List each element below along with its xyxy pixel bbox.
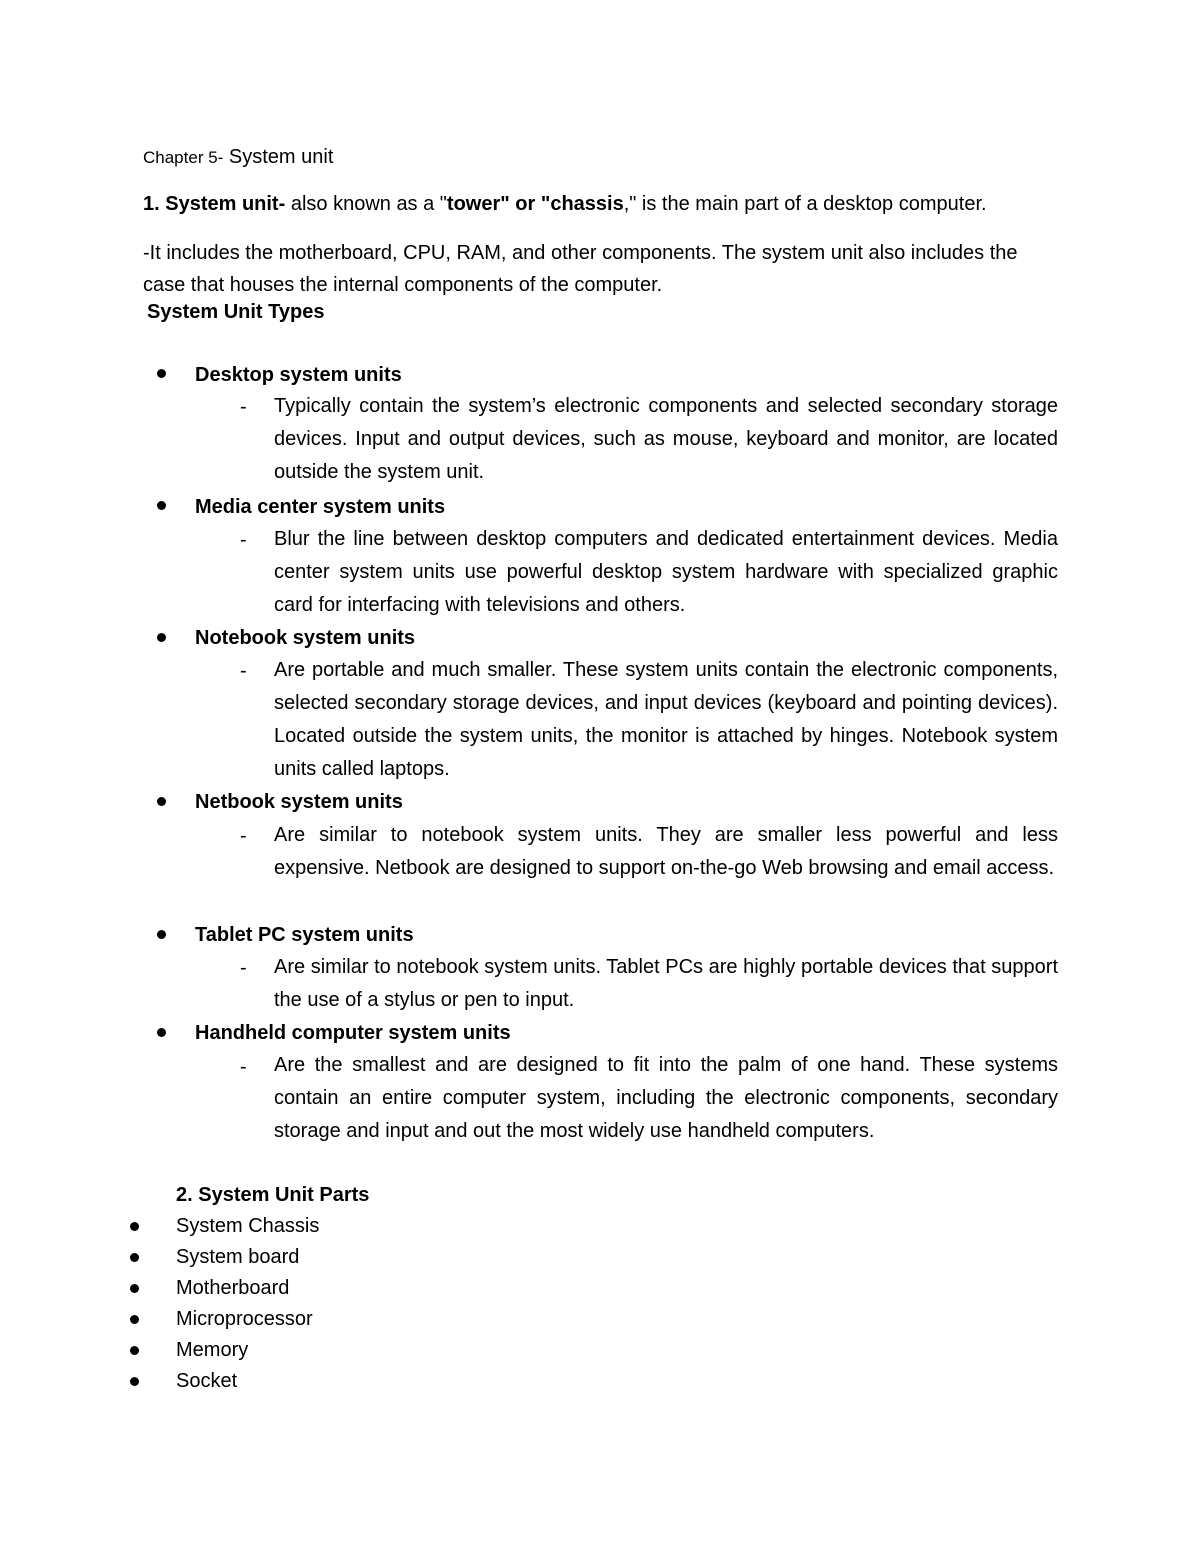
dash-marker: - xyxy=(240,957,247,979)
type-description-tablet-pc: Are similar to notebook system units. Tablet PCs are highly portable devices that support the use of a stylus or pen to input. xyxy=(274,956,1058,1011)
bullet-dot-icon xyxy=(157,1028,166,1037)
bullet-dot-icon xyxy=(130,1253,139,1262)
part-item: System board xyxy=(176,1246,300,1268)
definition-label: 1. System unit- xyxy=(143,193,286,215)
type-title-desktop: Desktop system units xyxy=(195,364,402,386)
bullet-dot-icon xyxy=(157,369,166,378)
type-description-media-center: Blur the line between desktop computers and dedicated entertainment devices. Media center system units use powerful desktop system hardware with specialized graphic card for interfacing with televisions and others. xyxy=(274,528,1058,616)
chapter-title: System unit xyxy=(228,146,334,168)
bullet-dot-icon xyxy=(130,1377,139,1386)
bullet-dot-icon xyxy=(157,797,166,806)
bullet-dot-icon xyxy=(157,501,166,510)
definition-tower-chassis: tower" or "chassis xyxy=(446,193,624,215)
bullet-dot-icon xyxy=(130,1346,139,1355)
dash-marker: - xyxy=(240,396,247,418)
type-description-netbook: Are similar to notebook system units. They are smaller less powerful and less expensive. Netbook are designed to support on-the-go Web browsing and email access. xyxy=(274,824,1058,879)
dash-marker: - xyxy=(240,660,247,682)
chapter-heading xyxy=(143,147,333,167)
part-item: System Chassis xyxy=(176,1215,320,1237)
intro-paragraph: -It includes the motherboard, CPU, RAM, and other components. The system unit also includes the case that houses the internal components of the computer. xyxy=(143,242,1018,296)
type-title-tablet-pc: Tablet PC system units xyxy=(195,924,414,946)
type-description-desktop: Typically contain the system’s electronic components and selected secondary storage devices. Input and output devices, such as mouse, keyboard and monitor, are located outside the system unit. xyxy=(274,395,1058,483)
dash-marker: - xyxy=(240,529,247,551)
part-item: Socket xyxy=(176,1370,238,1392)
type-title-notebook: Notebook system units xyxy=(195,627,416,649)
dash-marker: - xyxy=(240,1056,247,1078)
system-unit-definition xyxy=(143,194,987,214)
type-title-media-center: Media center system units xyxy=(195,496,446,518)
type-description-handheld: Are the smallest and are designed to fit into the palm of one hand. These systems contain an entire computer system, including the electronic components, secondary storage and input and out the most widely use handheld computers. xyxy=(274,1054,1058,1142)
type-title-netbook: Netbook system units xyxy=(195,791,403,813)
type-description-notebook: Are portable and much smaller. These system units contain the electronic components, selected secondary storage devices, and input devices (keyboard and pointing devices). Located outside the system units, the monitor is attached by hinges. Notebook system units called laptops. xyxy=(274,659,1058,780)
definition-text-b: ," is the main part of a desktop computer. xyxy=(623,193,987,215)
bullet-dot-icon xyxy=(130,1222,139,1231)
system-unit-types-heading: System Unit Types xyxy=(147,301,325,323)
type-title-handheld: Handheld computer system units xyxy=(195,1022,511,1044)
bullet-dot-icon xyxy=(130,1315,139,1324)
part-item: Memory xyxy=(176,1339,249,1361)
bullet-dot-icon xyxy=(157,633,166,642)
dash-marker: - xyxy=(240,825,247,847)
bullet-dot-icon xyxy=(157,930,166,939)
part-item: Motherboard xyxy=(176,1277,290,1299)
bullet-dot-icon xyxy=(130,1284,139,1293)
system-unit-parts-heading: 2. System Unit Parts xyxy=(176,1184,370,1206)
chapter-prefix: Chapter 5- xyxy=(143,148,224,167)
definition-text-a: also known as a " xyxy=(285,193,447,215)
part-item: Microprocessor xyxy=(176,1308,313,1330)
